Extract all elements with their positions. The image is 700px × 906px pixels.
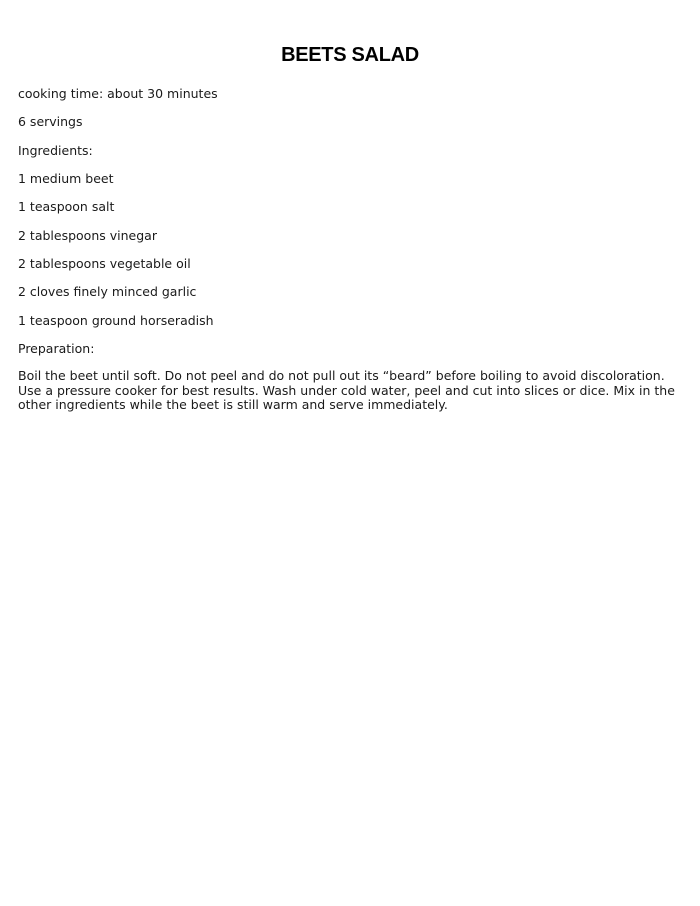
ingredient-item: 2 cloves finely minced garlic [18,284,197,299]
ingredient-item: 1 teaspoon ground horseradish [18,313,214,328]
ingredient-item: 2 tablespoons vinegar [18,228,157,243]
preparation-text: Boil the beet until soft. Do not peel and do not pull out its “beard” before boiling to avoid discoloration. Use a pressure cooker for best results. Wash under cold water, peel and cut into slices or dice. Mix in the other ingredients while the beet is still warm and serve immediately. [18,368,675,412]
cooking-time: cooking time: about 30 minutes [18,86,218,101]
servings: 6 servings [18,114,83,129]
ingredients-heading: Ingredients: [18,143,93,158]
ingredient-item: 1 medium beet [18,171,114,186]
recipe-title: BEETS SALAD [281,44,419,66]
preparation-heading: Preparation: [18,341,95,356]
ingredient-item: 2 tablespoons vegetable oil [18,256,191,271]
ingredient-item: 1 teaspoon salt [18,199,115,214]
